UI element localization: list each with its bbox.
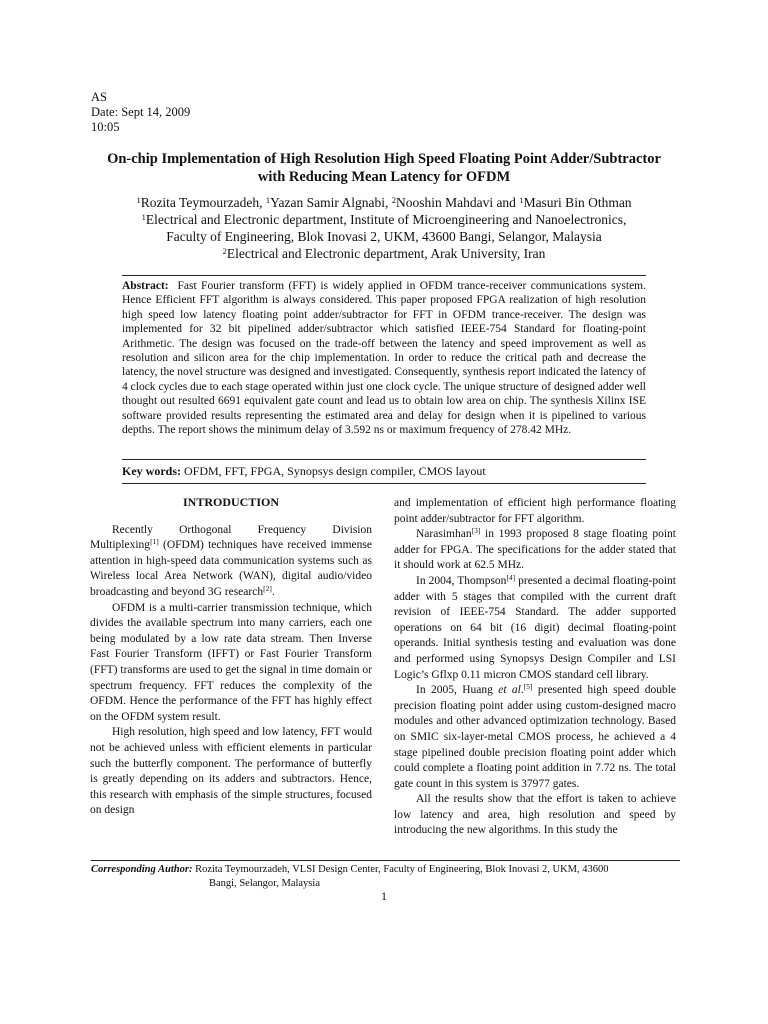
keywords-rule <box>122 483 646 484</box>
author-name: Rozita Teymourzadeh, <box>140 195 266 210</box>
footnote-rule <box>91 860 680 861</box>
citation: [2] <box>263 583 272 593</box>
paragraph: and implementation of efficient high performance floating point adder/subtractor for FFT algorithm. <box>394 497 676 525</box>
keywords-label: Key words: <box>122 464 181 478</box>
meta-time: 10:05 <box>91 120 120 134</box>
paragraph <box>394 574 676 683</box>
abstract-label: Abstract: <box>122 280 169 292</box>
affil-mark: 1 <box>519 195 524 205</box>
paragraph: All the results show that the effort is taken to achieve low latency and area, high resolution and speed by introducing the new algorithms. In this study the <box>394 793 676 837</box>
affiliation-1 <box>80 211 688 228</box>
corresponding-label: Corresponding Author: <box>91 864 193 875</box>
corresponding-text-cont: Bangi, Selangor, Malaysia <box>209 878 320 889</box>
text-run: presented high speed double precision floating point adder using custom-designed macro modules and other advanced optimization technology. Based on SMIC six-layer-metal CMOS process, he achieved a 4 stage pipelined double precision floating point adder which could complete a floating point addition in 7.72 ns. The total gate count in this system is 37977 gates. <box>394 684 676 790</box>
affiliation-text: Electrical and Electronic department, Institute of Microengineering and Nanoelectronics, <box>145 212 627 227</box>
author-name: Yazan Samir Algnabi, <box>270 195 392 210</box>
section-heading: INTRODUCTION <box>182 495 279 509</box>
affiliation-2 <box>80 245 688 262</box>
affil-mark: 1 <box>265 195 271 205</box>
title-line-1: On-chip Implementation of High Resolution High Speed Floating Point Adder/Subtractor <box>107 151 661 167</box>
affil-mark: 2 <box>222 246 227 256</box>
author-name: Masuri Bin Othman <box>523 195 632 210</box>
paragraph <box>394 527 676 574</box>
corresponding-author <box>91 863 691 891</box>
paper-title <box>80 150 688 186</box>
abstract-bottom-rule <box>122 459 646 460</box>
affil-mark: 2 <box>391 195 396 205</box>
paragraph <box>90 523 372 601</box>
text-run: In 2005, Huang <box>416 684 499 697</box>
text-run: In 2004, Thompson <box>416 574 507 587</box>
keywords <box>122 464 646 479</box>
title-line-2: with Reducing Mean Latency for OFDM <box>257 169 511 185</box>
paragraph: High resolution, high speed and low latency, FFT would not be achieved unless with efficient elements in particular such the butterfly component. The performance of butterfly is greatly depending on its adders and subtractors. Hence, this research with emphasis of the simple structures, focused on design <box>90 726 372 817</box>
author-block <box>80 194 688 262</box>
text-run: . <box>520 684 524 697</box>
text-run: . <box>271 585 275 598</box>
citation: [5] <box>523 682 533 692</box>
corresponding-text: Rozita Teymourzadeh, VLSI Design Center, Faculty of Engineering, Blok Inovasi 2, UKM, 43600 <box>195 864 609 875</box>
keywords-text: OFDM, FFT, FPGA, Synopsys design compiler, CMOS layout <box>184 464 486 478</box>
affiliation-text: Electrical and Electronic department, Arak University, Iran <box>226 246 546 261</box>
text-run: Recently Orthogonal Frequency Division Multiplexing <box>90 523 372 552</box>
abstract-text: Fast Fourier transform (FFT) is widely applied in OFDM trance-receiver communications system. Hence Efficient FFT algorithm is always considered. This paper proposed FPGA realization of high resolution high speed low latency floating point adder/subtractor for FFT in OFDM trance-receiver. The design was implemented for 32 bit pipelined adder/subtractor which satisfied IEEE-754 Standard for floating-point Arithmetic. The design was focused on the trade-off between the latency and speed improvement as well as resolution and silicon area for the chip implementation. In order to reduce the critical path and decrease the latency, the novel structure was designed and investigated. Consequently, synthesis report indicated the latency of 4 clock cycles due to each stage operated within just one clock cycle. The unique structure of designed adder well thought out resulted 6691 equivalent gate count and lead us to obtain low area on chip. The synthesis Xilinx ISE software provided results representing the estimated area and delay for design when it is pipelined to various depths. The report shows the minimum delay of 3.592 ns or maximum frequency of 278.42 MHz. <box>122 280 647 437</box>
text-run: et al <box>498 684 521 697</box>
citation: [4] <box>506 572 516 582</box>
author-name: Nooshin Mahdavi and <box>395 195 520 210</box>
abstract-top-rule <box>122 275 646 276</box>
draft-meta <box>91 90 190 135</box>
meta-initials: AS <box>91 90 107 104</box>
text-run: (OFDM) techniques have received immense attention in high-speed data communication systems such as Wireless local Area Network (WAN), digital audio/video broadcasting and beyond 3G research <box>90 539 372 598</box>
left-column <box>90 495 372 819</box>
page-number: 1 <box>381 889 387 903</box>
text-run: presented a decimal floating-point adder with 5 stages that compiled with the current draft revision of IEEE-754 Standard. The adder supported operations on 64 bit (16 digit) decimal floating-point operands. Initial synthesis testing and evaluation was done and performed using Synopsys Design Compiler and LSI Logic’s Gflxp 0.11 micron CMOS standard cell library. <box>394 574 676 681</box>
paragraph <box>394 683 676 792</box>
citation: [1] <box>150 537 159 547</box>
meta-date: Date: Sept 14, 2009 <box>91 105 191 119</box>
text-run: Narasimhan <box>416 528 472 541</box>
right-column <box>394 496 676 839</box>
text-run: in 1993 proposed 8 stage floating point adder for FPGA. The specifications for the adder stated that it should work at 62.5 MHz. <box>394 528 676 572</box>
affil-mark: 1 <box>141 212 146 222</box>
abstract <box>122 279 646 437</box>
affiliation-1-address: Faculty of Engineering, Blok Inovasi 2, UKM, 43600 Bangi, Selangor, Malaysia <box>166 229 602 244</box>
affil-mark: 1 <box>136 195 141 205</box>
citation: [3] <box>471 526 481 536</box>
author-list <box>80 194 688 211</box>
paragraph: OFDM is a multi-carrier transmission technique, which divides the available spectrum into many carriers, each one being modulated by a low rate data stream. Then Inverse Fast Fourier Transform (IFFT) or Fast Fourier Transform (FFT) transforms are used to get the signal in time domain or spectrum frequency. FFT reduces the complexity of the OFDM. Hence the performance of the FFT has highly effect on the OFDM system result. <box>90 601 372 723</box>
